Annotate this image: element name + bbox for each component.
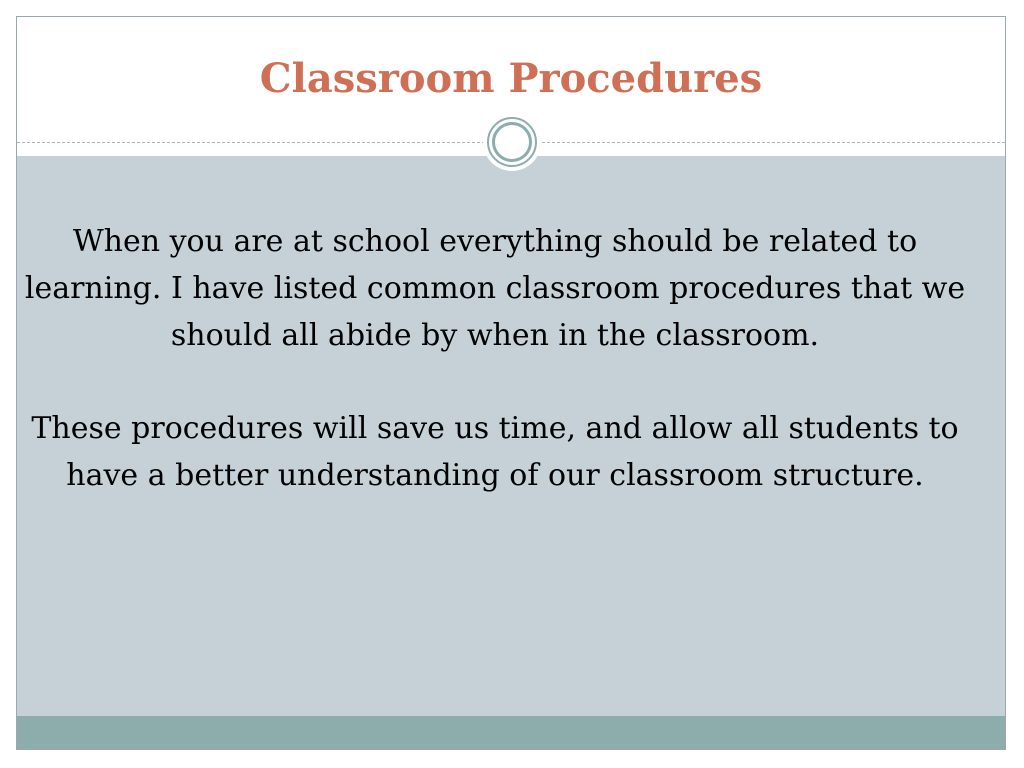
footer-band xyxy=(17,716,1005,750)
ornament-inner-ring xyxy=(492,122,532,162)
slide-body-text xyxy=(20,218,970,545)
double-circle-ornament-icon xyxy=(483,113,541,171)
body-paragraph-2: These procedures will save us time, and allow all students to have a better understanding of our classroom structure. xyxy=(31,411,959,493)
body-paragraph-1: When you are at school everything should be related to learning. I have listed common classroom procedures that we should all abide by when in the classroom. xyxy=(24,224,966,353)
slide-title: Classroom Procedures xyxy=(259,55,763,102)
